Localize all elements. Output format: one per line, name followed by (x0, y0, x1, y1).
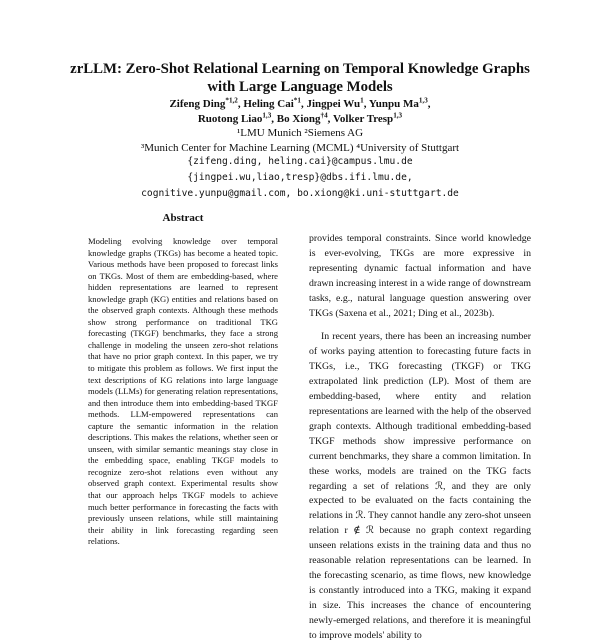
author-name: Zifeng Ding (169, 98, 226, 110)
abstract-heading: Abstract (162, 212, 204, 224)
author-name: Bo Xiong (276, 113, 321, 125)
author-marks: 1,3 (418, 96, 428, 105)
author-line-1: Zifeng Ding$^{*1,2}$, Heling Cai$^{*1}$, Jingpei Wu$^1$, Yunpu Ma$^{1,3}$, (169, 96, 431, 110)
author-list (40, 97, 560, 127)
body-paragraph: In recent years, there has been an increasing number of works paying attention to forecasting future facts in TKGs, i.e., TKG forecasting (TKGF) or TKG extrapolated link prediction (LP). Most of them are embedding-based, where entity and relation representations are learned with the help of the observed graph contexts. Although traditional embedding-based TKGF methods show impressive performance on current benchmarks, they share a common limitation. In these works, models are trained on the TKG facts regarding a set of relations ℛ, and they are only expected to be evaluated on the facts containing the relations in ℛ. They cannot handle any zero-shot unseen relation r ∉ ℛ because no graph context regarding unseen relations exists in the training data and thus no reasonable relation representations can be learned. In the forecasting scenario, as time flows, new knowledge is constantly introduced into a TKG, making it expand in size. This increases the chance of encountering newly-emerged relations, and therefore it is meaningful to improve models' ability to (309, 331, 531, 641)
author-marks: †4 (320, 111, 328, 120)
abstract-text: Modeling evolving knowledge over temporal knowledge graphs (TKGs) has become a heated topic. Various methods have been proposed to forecast links on TKGs. Most of them are embedding-based, where hidden representations are learned to represent knowledge graph (KG) entities and relations based on the observed graph contexts. Although these methods show strong performance on traditional TKG forecasting (TKGF) benchmarks, they face a strong challenge in modeling the unseen zero-shot relations that have no prior graph context. In this paper, we try to mitigate this problem as follows. We first input the text descriptions of KG relations into large language models (LLMs) for generating relation representations, and then introduce them into embedding-based TKGF methods. LLM-empowered representations can capture the semantic information in the relation descriptions. This makes the relations, whether seen or unseen, with similar semantic meanings stay close in the embedding space, enabling TKGF models to recognize zero-shot relations even without any observed graph context. Experimental results show that our approach helps TKGF models to achieve much better performance in forecasting the facts with previously unseen relations, while still maintaining their ability in link forecasting regarding seen relations. (88, 236, 278, 547)
author-marks: 1,3 (262, 111, 272, 120)
title-line-1: zrLLM: Zero-Shot Relational Learning on Temporal Knowledge Graphs (70, 61, 530, 77)
affiliation-line-2: ³Munich Center for Machine Learning (MCML) ⁴University of Stuttgart (140, 141, 460, 154)
body-paragraph: provides temporal constraints. Since world knowledge is ever-evolving, TKGs are more expressive in representing dynamic factual information and have drawn increasing interest in a wide range of downstream tasks, e.g., natural language question answering over TKGs (Saxena et al., 2021; Ding et al., 2023b). (309, 233, 531, 319)
author-marks: *1 (293, 96, 301, 105)
author-name: Volker Tresp (332, 113, 394, 125)
author-marks: *1,2 (225, 96, 238, 105)
author-marks: 1,3 (393, 111, 403, 120)
author-marks: 1 (360, 96, 364, 105)
body-column-right (309, 232, 531, 643)
author-name: Ruotong Liao (197, 113, 263, 125)
email-line: {zifeng.ding, heling.cai}@campus.lmu.de (187, 156, 413, 167)
author-name: Yunpu Ma (368, 98, 419, 110)
email-list (40, 154, 560, 202)
paper-title (40, 60, 560, 96)
author-line-2: Ruotong Liao$^{1,3}$, Bo Xiong$^{\dagger 4}$, Volker Tresp$^{1,3}$ (197, 111, 403, 125)
email-line: {jingpei.wu,liao,tresp}@dbs.ifi.lmu.de, (187, 172, 413, 183)
affiliations (40, 126, 560, 155)
affiliation-line-1: ¹LMU Munich ²Siemens AG (236, 127, 364, 139)
email-line: cognitive.yunpu@gmail.com, bo.xiong@ki.uni-stuttgart.de (141, 188, 459, 199)
author-name: Heling Cai (243, 98, 294, 110)
title-line-2: with Large Language Models (207, 79, 393, 95)
author-name: Jingpei Wu (306, 98, 361, 110)
